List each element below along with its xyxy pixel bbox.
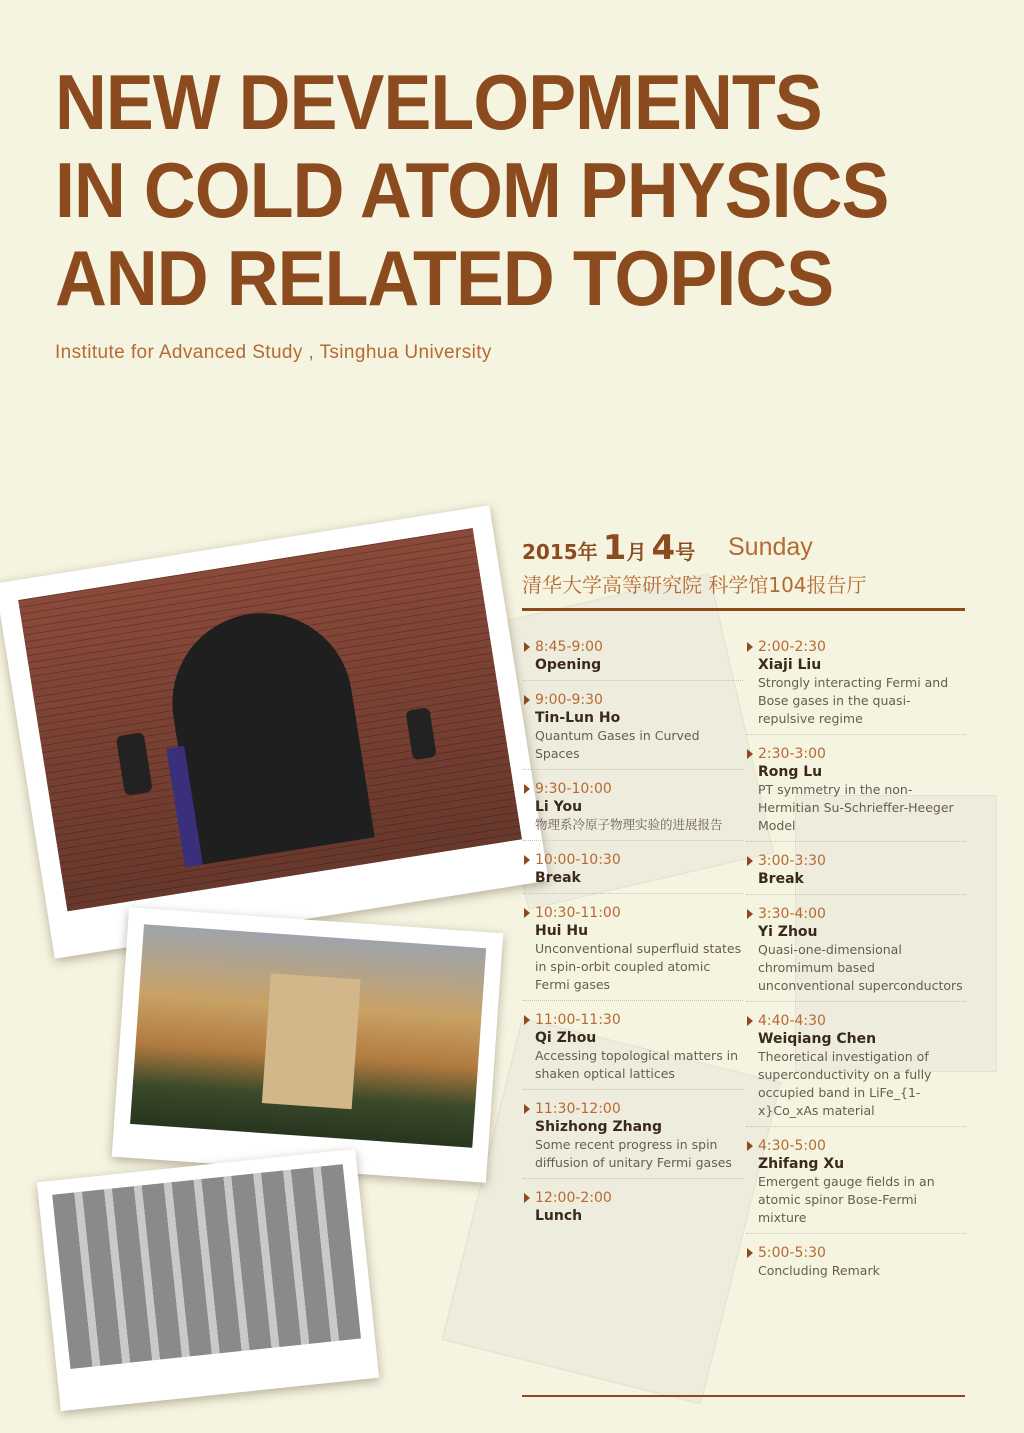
session-time: 3:30-4:00 [758, 906, 826, 922]
session-item [523, 851, 743, 894]
session-item [746, 905, 966, 1002]
date-day-char: 号 [675, 540, 696, 564]
session-time: 8:45-9:00 [535, 639, 603, 655]
session-speaker: Weiqiang Chen [758, 1031, 877, 1047]
session-item [746, 1137, 966, 1234]
columned-building-photo [37, 1149, 379, 1411]
session-time: 10:00-10:30 [535, 852, 621, 868]
session-item [746, 1244, 966, 1286]
session-talk: 物理系冷原子物理实验的进展报告 [535, 817, 723, 832]
session-time: 3:00-3:30 [758, 853, 826, 869]
session-talk: Some recent progress in spin diffusion of unitary Fermi gases [535, 1137, 732, 1170]
photo-image [52, 1164, 361, 1369]
session-speaker: Hui Hu [535, 923, 589, 939]
session-time: 9:00-9:30 [535, 692, 603, 708]
title-line-1: NEW DEVELOPMENTS [55, 58, 822, 146]
session-speaker: Qi Zhou [535, 1030, 597, 1046]
session-talk: Unconventional superfluid states in spin-orbit coupled atomic Fermi gases [535, 941, 742, 992]
date-day: 4 [651, 528, 676, 568]
session-item [746, 638, 966, 735]
session-time: 4:40-4:30 [758, 1013, 826, 1029]
divider [522, 1395, 965, 1397]
session-time: 12:00-2:00 [535, 1190, 612, 1206]
session-talk: Quantum Gases in Curved Spaces [535, 728, 700, 761]
institute-subtitle: Institute for Advanced Study , Tsinghua University [55, 342, 492, 363]
title-line-2: IN COLD ATOM PHYSICS [55, 146, 889, 234]
session-time: 11:00-11:30 [535, 1012, 621, 1028]
session-time: 2:00-2:30 [758, 639, 826, 655]
session-talk: Theoretical investigation of superconductivity on a fully occupied band in LiFe_{1-x}Co_xAs material [758, 1049, 932, 1118]
session-item [523, 1011, 743, 1090]
session-talk: PT symmetry in the non-Hermitian Su-Schrieffer-Heeger Model [758, 782, 954, 833]
session-item [523, 1100, 743, 1179]
session-speaker: Shizhong Zhang [535, 1119, 662, 1135]
session-item [746, 745, 966, 842]
session-time: 5:00-5:30 [758, 1245, 826, 1261]
session-speaker: Break [758, 871, 804, 887]
session-talk: Quasi-one-dimensional chromimum based unconventional superconductors [758, 942, 963, 993]
date-year: 2015 [522, 540, 578, 564]
session-time: 4:30-5:00 [758, 1138, 826, 1154]
session-time: 10:30-11:00 [535, 905, 621, 921]
session-speaker: Opening [535, 657, 602, 673]
session-item [523, 1189, 743, 1231]
session-item [746, 852, 966, 895]
schedule-column-afternoon [746, 638, 966, 1296]
session-speaker: Xiaji Liu [758, 657, 822, 673]
schedule-column-morning [523, 638, 743, 1241]
event-venue: 清华大学高等研究院 科学馆104报告厅 [522, 573, 867, 597]
date-year-char: 年 [577, 540, 598, 564]
session-item [746, 1012, 966, 1127]
event-date [522, 528, 695, 568]
session-time: 11:30-12:00 [535, 1101, 621, 1117]
session-speaker: Break [535, 870, 581, 886]
session-item [523, 638, 743, 681]
session-time: 9:30-10:00 [535, 781, 612, 797]
session-item [523, 691, 743, 770]
title-line-3: AND RELATED TOPICS [55, 234, 834, 322]
science-building-photo [0, 505, 549, 959]
session-talk: Concluding Remark [758, 1263, 880, 1278]
session-speaker: Rong Lu [758, 764, 823, 780]
date-month-char: 月 [626, 540, 647, 564]
session-talk: Emergent gauge fields in an atomic spinor Bose-Fermi mixture [758, 1174, 935, 1225]
event-weekday: Sunday [728, 533, 813, 561]
date-month: 1 [602, 528, 627, 568]
session-speaker: Yi Zhou [758, 924, 818, 940]
session-item [523, 904, 743, 1001]
lamp-icon [405, 707, 437, 760]
photo-image [130, 924, 486, 1147]
lamp-icon [116, 732, 153, 796]
session-talk: Accessing topological matters in shaken optical lattices [535, 1048, 739, 1081]
divider [522, 608, 965, 611]
campus-building-photo [112, 907, 504, 1183]
session-speaker: Li You [535, 799, 583, 815]
session-item [523, 780, 743, 841]
photo-image [18, 528, 522, 911]
session-time: 2:30-3:00 [758, 746, 826, 762]
session-speaker: Lunch [535, 1208, 583, 1224]
poster-title [55, 58, 888, 322]
building-facade [262, 973, 361, 1109]
session-talk: Strongly interacting Fermi and Bose gases in the quasi-repulsive regime [758, 675, 949, 726]
session-speaker: Zhifang Xu [758, 1156, 845, 1172]
session-speaker: Tin-Lun Ho [535, 710, 621, 726]
